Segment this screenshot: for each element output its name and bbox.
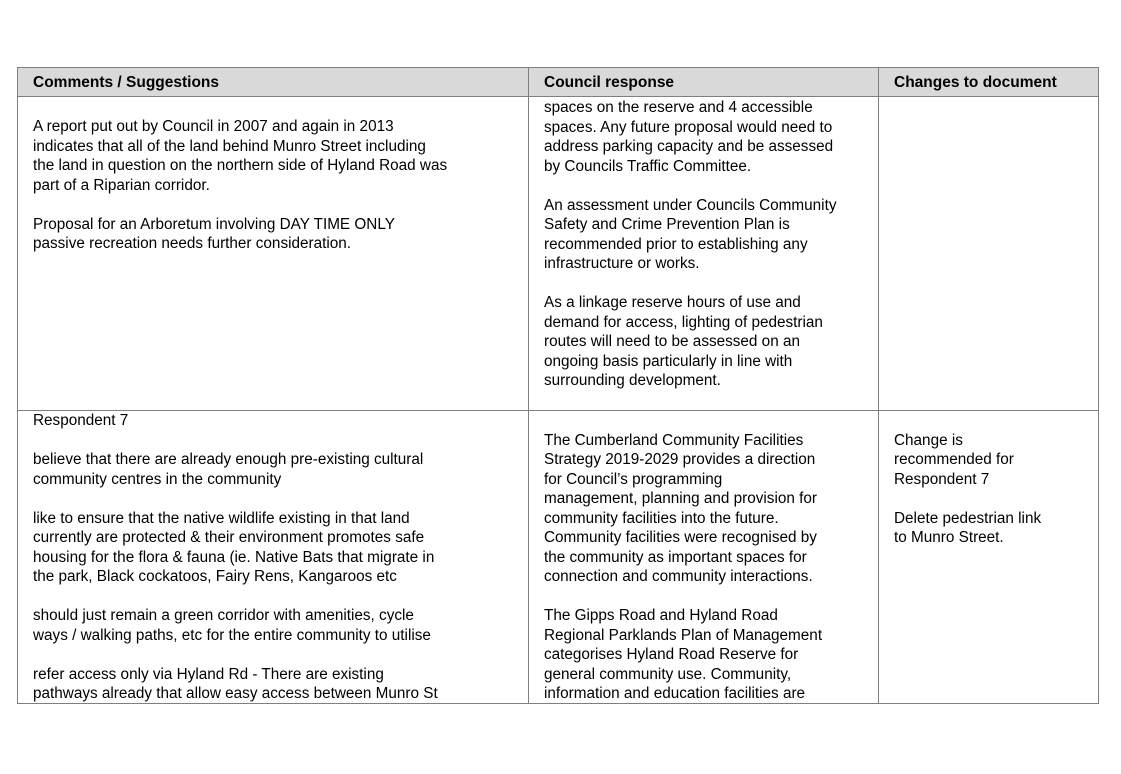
council-response-cell — [529, 97, 879, 410]
council-response-cell — [529, 411, 879, 704]
text-line: community centres in the community — [33, 470, 282, 488]
header-council-response: Council response — [529, 68, 879, 96]
text-line: surrounding development. — [544, 372, 721, 389]
text-line: Delete pedestrian link — [894, 509, 1042, 527]
text-line: routes will need to be assessed on an — [544, 333, 800, 350]
header-comments: Comments / Suggestions — [18, 68, 529, 96]
text-line: should just remain a green corridor with amenities, cycle — [33, 607, 414, 624]
comment-paragraph — [33, 215, 520, 254]
text-line: ways / walking paths, etc for the entire community to utilise — [33, 626, 431, 644]
text-line: Regional Parklands Plan of Management — [544, 626, 823, 644]
text-line: address parking capacity and be assessed — [544, 138, 834, 155]
text-line: ongoing basis particularly in line with — [544, 352, 793, 370]
text-line: the park, Black cockatoos, Fairy Rens, Kangaroos etc — [33, 568, 397, 585]
comment-paragraph — [33, 665, 520, 704]
text-line: demand for access, lighting of pedestrian — [544, 313, 823, 331]
text-line: the land in question on the northern side of Hyland Road was — [33, 157, 448, 174]
text-line: Community facilities were recognised by — [544, 529, 817, 546]
text-line: general community use. Community, — [544, 665, 792, 683]
response-paragraph — [544, 196, 870, 274]
text-line: for Council’s programming — [544, 470, 723, 488]
text-line: recommended for — [894, 451, 1014, 468]
text-line: housing for the flora & fauna (ie. Native Bats that migrate in — [33, 548, 435, 566]
text-line: to Munro Street. — [894, 529, 1004, 546]
text-line: recommended prior to establishing any — [544, 235, 808, 253]
change-paragraph — [894, 431, 1090, 490]
text-line: The Cumberland Community Facilities — [544, 431, 804, 449]
comments-cell — [18, 97, 529, 410]
response-paragraph — [544, 431, 870, 587]
comment-paragraph — [33, 606, 520, 645]
text-line: indicates that all of the land behind Munro Street including — [33, 137, 426, 155]
text-line: by Councils Traffic Committee. — [544, 157, 752, 175]
text-line: Change is — [894, 431, 963, 449]
comment-paragraph — [33, 117, 520, 195]
text-line: Strategy 2019-2029 provides a direction — [544, 451, 816, 468]
text-line: An assessment under Councils Community — [544, 196, 837, 214]
text-line: As a linkage reserve hours of use and — [544, 294, 801, 311]
text-line: the community as important spaces for — [544, 548, 807, 566]
text-line: A report put out by Council in 2007 and again in 2013 — [33, 118, 394, 135]
submissions-table — [17, 67, 1099, 704]
text-line: The Gipps Road and Hyland Road — [544, 607, 778, 624]
respondent-label: Respondent 7 — [33, 412, 129, 429]
text-line: like to ensure that the native wildlife existing in that land — [33, 509, 410, 527]
text-line: categorises Hyland Road Reserve for — [544, 646, 799, 663]
text-line: spaces on the reserve and 4 accessible — [544, 99, 813, 116]
text-line: currently are protected & their environment promotes safe — [33, 529, 425, 546]
text-line: community facilities into the future. — [544, 509, 779, 527]
comments-cell — [18, 411, 529, 704]
text-line: spaces. Any future proposal would need to — [544, 118, 833, 136]
response-paragraph — [544, 606, 870, 704]
change-paragraph — [894, 509, 1090, 548]
header-changes: Changes to document — [894, 74, 1057, 91]
text-line: infrastructure or works. — [544, 255, 700, 272]
text-line: Respondent 7 — [894, 470, 990, 488]
comment-paragraph — [33, 509, 520, 587]
text-line: information and education facilities are — [544, 685, 806, 702]
text-line: Proposal for an Arboretum involving DAY TIME ONLY — [33, 215, 395, 233]
changes-cell — [879, 97, 1098, 410]
text-line: connection and community interactions. — [544, 568, 813, 585]
changes-cell — [879, 411, 1098, 704]
table-row — [18, 97, 1098, 411]
text-line: passive recreation needs further consideration. — [33, 235, 352, 252]
response-paragraph — [544, 293, 870, 391]
response-paragraph — [544, 98, 870, 176]
comment-paragraph — [33, 450, 520, 489]
table-header-row — [18, 68, 1098, 97]
text-line: Safety and Crime Prevention Plan is — [544, 216, 790, 233]
text-line: management, planning and provision for — [544, 490, 817, 507]
text-line: believe that there are already enough pre-existing cultural — [33, 451, 424, 468]
text-line: pathways already that allow easy access between Munro St — [33, 685, 438, 702]
text-line: part of a Riparian corridor. — [33, 176, 210, 194]
text-line: refer access only via Hyland Rd - There are existing — [33, 665, 384, 683]
table-row — [18, 411, 1098, 704]
